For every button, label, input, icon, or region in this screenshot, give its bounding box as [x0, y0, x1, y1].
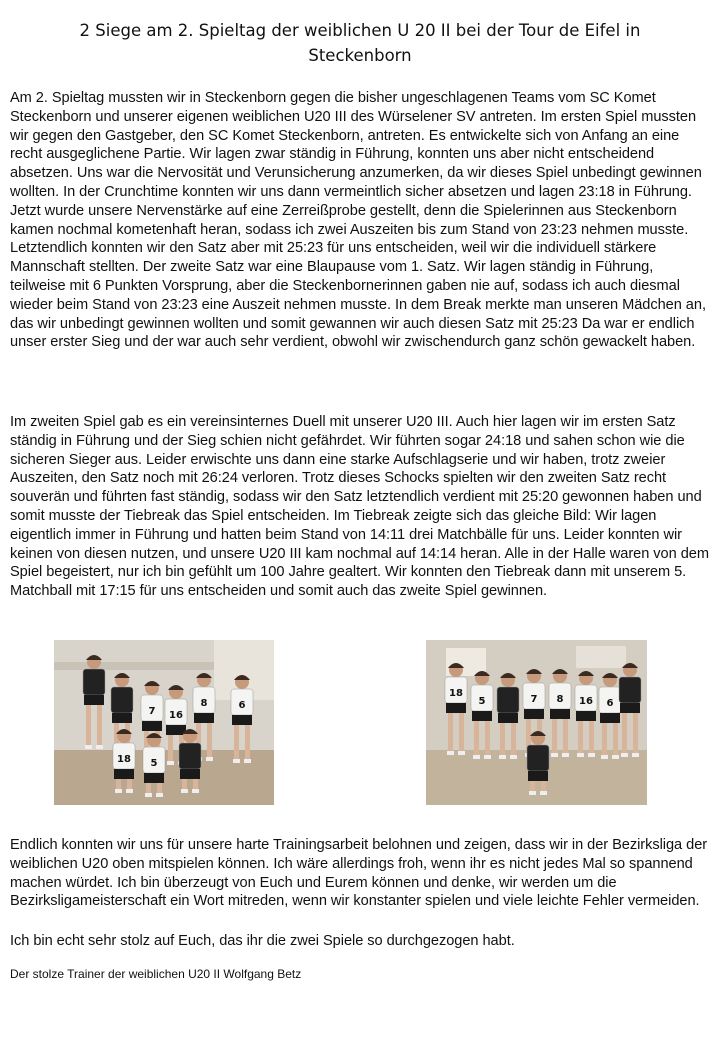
paragraph-second-match: Im zweiten Spiel gab es ein vereinsinternes Duell mit unserer U20 III. Auch hier lagen wir im ersten Satz ständig in Führung und der Sieg schien nicht gefährdet. Wir führten sogar 24:18 und sahen schon wie die sicheren Sieger aus. Leider erwischte uns dann eine starke Aufschlagserie und wir haben, trotz zweier Auszeiten, den Satz noch mit 26:24 verloren. Trotz dieses Schocks spielten wir den zweiten Satz recht souverän und führten fast ständig, sodass wir den Satz letztendlich verdient mit 25:20 gewonnen haben und somit musste der Tiebreak das Spiel entscheiden. Im Tiebreak zeigte sich das gleiche Bild: Wir lagen eigentlich immer in Führung und hatten beim Stand von 14:11 drei Matchbälle für uns. Leider konnten wir keinen von diesen nutzen, und unsere U20 III kam nochmal auf 14:14 heran. Alle in der Halle waren von dem Spiel begeistert, nur ich bin gefühlt um 100 Jahre gealtert. Wir konnten den Tiebreak dann mit unserem 5. Matchball mit 17:15 für uns entscheiden und somit auch das zweite Spiel gewinnen. [10, 414, 709, 600]
team-photo-left [54, 640, 274, 805]
jersey-number: 6 [606, 698, 614, 709]
jersey-number: 8 [200, 698, 208, 709]
paragraph-pride: Ich bin echt sehr stolz auf Euch, das ihr die zwei Spiele so durchgezogen habt. [10, 933, 515, 949]
page-title: 2 Siege am 2. Spieltag der weiblichen U 20 II bei der Tour de Eifel in Steckenborn [79, 21, 641, 65]
jersey-number: 7 [148, 706, 156, 717]
jersey-number: 5 [150, 758, 158, 769]
jersey-number: 18 [449, 688, 463, 699]
jersey-number: 16 [169, 710, 183, 721]
jersey-number: 6 [238, 700, 246, 711]
jersey-number: 5 [478, 696, 486, 707]
paragraph-first-match: Am 2. Spieltag mussten wir in Steckenborn gegen die bisher ungeschlagenen Teams vom SC Komet Steckenborn und unserer eigenen weiblichen U20 III des Würselener SV antreten. Im ersten Spiel mussten wir gegen den Gastgeber, den SC Komet Steckenborn, antreten. Es entwickelte sich von Anfang an eine recht ausgeglichene Partie. Wir lagen zwar ständig in Führung, konnten uns aber nicht entscheidend absetzen. Uns war die Nervosität und Verunsicherung anzumerken, da wir dieses Spiel unbedingt gewinnen wollten. In der Crunchtime konnten wir uns dann vermeintlich sicher absetzen und lagen 23:18 in Führung. Jetzt wurde unsere Nervenstärke auf eine Zerreißprobe gestellt, denn die Spielerinnen aus Steckenborn kamen nochmal kometenhaft heran, sodass ich zwei Auszeiten bis zum Stand von 23:23 nehmen musste. Letztendlich konnten wir den Satz aber mit 25:23 für uns entscheiden, weil wir die individuell stärkere Mannschaft stellten. Der zweite Satz war eine Blaupause vom 1. Satz. Wir lagen ständig in Führung, teilweise mit 6 Punkten Vorsprung, aber die Steckenbornerinnen gaben nie auf, sodass ich auch diesmal wieder beim Stand von 23:23 eine Auszeit nehmen musste. In dem Break merkte man unseren Mädchen an, das wir unbedingt gewinnen wollten und somit gewannen wir auch diesen Satz mit 25:23 Da war er endlich unser erster Sieg und der war auch sehr verdient, obwohl wir zwischendurch ganz schön gewackelt haben. [10, 90, 706, 351]
paragraph-conclusion: Endlich konnten wir uns für unsere harte Trainingsarbeit belohnen und zeigen, dass wir in der Bezirksliga der weiblichen U20 oben mitspielen können. Ich wäre allerdings froh, wenn ihr es nicht jedes Mal so spannend machen würdet. Ich bin überzeugt von Euch und Eurem können und denke, wir werden um die Bezirksligameisterschaft ein Wort mitreden, wenn wir konstanter spielen und viele leichte Fehler vermeiden. [10, 837, 708, 910]
signature: Der stolze Trainer der weiblichen U20 II Wolfgang Betz [10, 967, 302, 981]
jersey-number: 16 [579, 696, 593, 707]
jersey-number: 18 [117, 754, 131, 765]
jersey-number: 8 [556, 694, 564, 705]
team-photo-right [426, 640, 647, 805]
jersey-number: 7 [530, 694, 538, 705]
